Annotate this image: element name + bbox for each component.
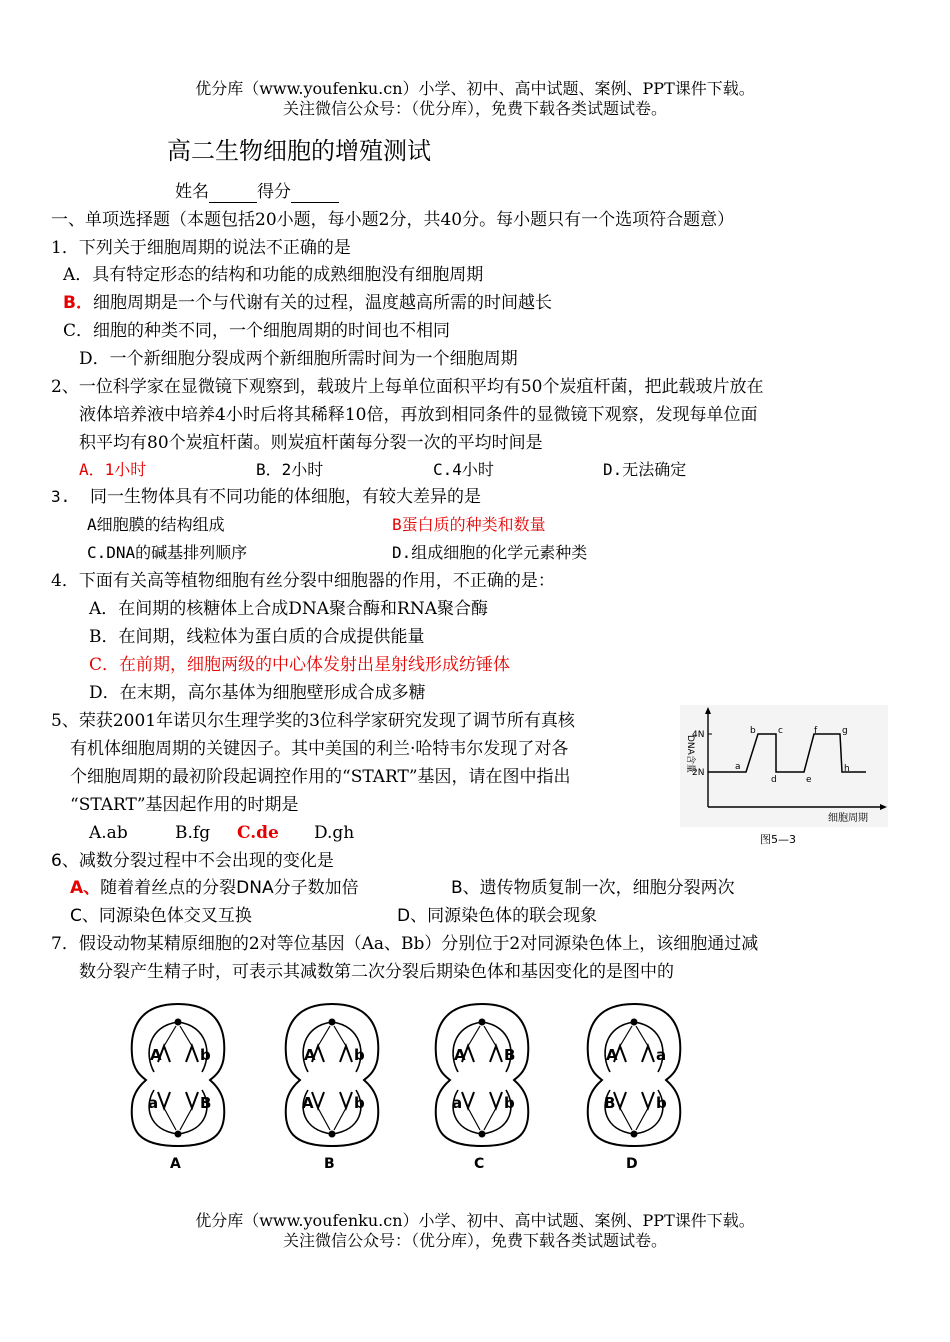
tick-label-4n: 4N (692, 730, 705, 740)
cell-diagram-b (282, 1000, 382, 1175)
cell-label: A (170, 1156, 181, 1172)
gene-label: a (148, 1094, 159, 1112)
cell-diagram-a (128, 1000, 228, 1175)
spindle-fibres (605, 1022, 663, 1134)
q3-number: 3. (51, 487, 71, 506)
score-blank (291, 184, 339, 203)
q2-option-d: D.无法确定 (603, 460, 687, 479)
header-line-1: 优分库（www.youfenku.cn）小学、初中、高中试题、案例、PPT课件下载。 (195, 79, 755, 98)
q2-line-3: 积平均有80个炭疽杆菌。则炭疽杆菌每分裂一次的平均时间是 (79, 433, 543, 453)
point-d: d (771, 775, 777, 785)
cell-label: C (474, 1156, 485, 1172)
page-title: 高二生物细胞的增殖测试 (167, 137, 431, 165)
kinetochore-fibres (468, 1026, 496, 1130)
q2-line-1: 2、一位科学家在显微镜下观察到，载玻片上每单位面积平均有50个炭疽杆菌，把此载玻片放在 (51, 377, 764, 397)
point-c: c (778, 726, 783, 736)
q7-line-1: 7．假设动物某精原细胞的2对等位基因（Aa、Bb）分别位于2对同源染色体上，该细胞通过减 (51, 934, 759, 954)
gene-label: B (200, 1094, 212, 1112)
q6-option-a-text: 随着着丝点的分裂DNA分子数加倍 (100, 878, 359, 898)
q3-option-a: A细胞膜的结构组成 (87, 515, 225, 534)
tick-label-2n: 2N (692, 768, 705, 778)
header-line-2: 关注微信公众号：（优分库），免费下载各类试题试卷。 (282, 99, 667, 118)
q4-option-c: C．在前期，细胞两级的中心体发射出星射线形成纺锤体 (89, 655, 511, 675)
name-score-line (175, 181, 339, 203)
gene-label: b (354, 1046, 365, 1064)
q3-stem: 同一生物体具有不同功能的体细胞，有较大差异的是 (90, 487, 481, 507)
q5-option-c: C.de (237, 823, 279, 843)
q6-stem: 6、减数分裂过程中不会出现的变化是 (51, 851, 334, 871)
gene-label: a (452, 1094, 463, 1112)
cell-label: D (626, 1156, 638, 1172)
q3-option-c: C.DNA的碱基排列顺序 (87, 543, 248, 562)
q1-stem: 1．下列关于细胞周期的说法不正确的是 (51, 238, 351, 258)
point-b: b (750, 726, 756, 736)
dna-content-graph (680, 705, 888, 855)
centrosome-bottom (175, 1131, 182, 1138)
q6-option-b: B、遗传物质复制一次，细胞分裂两次 (451, 878, 735, 898)
name-label: 姓名 (175, 182, 209, 202)
spindle-fibres (303, 1022, 361, 1134)
kinetochore-fibres (164, 1026, 192, 1130)
cell-diagram-d (584, 1000, 684, 1175)
centrosome-top (329, 1019, 336, 1026)
centrosome-bottom (631, 1131, 638, 1138)
q5-option-d: D.gh (314, 823, 355, 843)
point-a: a (735, 762, 741, 772)
centrosome-top (631, 1019, 638, 1026)
gene-label: b (504, 1094, 515, 1112)
q1-option-d: D．一个新细胞分裂成两个新细胞所需时间为一个细胞周期 (79, 349, 518, 369)
q5-option-b: B.fg (175, 823, 211, 843)
gene-label: A (302, 1094, 314, 1112)
point-h: h (844, 764, 850, 774)
chromosomes-upper (312, 1046, 352, 1062)
q4-option-d: D．在末期，高尔基体为细胞壁形成合成多糖 (89, 683, 426, 703)
chromosomes-upper (614, 1046, 654, 1062)
point-g: g (842, 726, 848, 736)
gene-label: A (304, 1046, 316, 1064)
score-label: 得分 (257, 182, 291, 202)
cell-label: B (324, 1156, 335, 1172)
q6-answer-letter: A、 (70, 878, 101, 898)
q2-line-2: 液体培养液中培养4小时后将其稀释10倍，再放到相同条件的显微镜下观察，发现每单位面 (79, 405, 758, 425)
q5-line-4: “START”基因起作用的时期是 (70, 795, 299, 815)
spindle-fibres (453, 1022, 511, 1134)
gene-label: B (504, 1046, 516, 1064)
q3-option-d: D.组成细胞的化学元素种类 (392, 543, 588, 562)
graph-x-label: 细胞周期 (828, 813, 868, 824)
gene-label: A (606, 1046, 618, 1064)
chromosomes-upper (462, 1046, 502, 1062)
footer-line-1: 优分库（www.youfenku.cn）小学、初中、高中试题、案例、PPT课件下载。 (195, 1211, 755, 1230)
point-e: e (806, 775, 812, 785)
chromosomes-lower (614, 1092, 654, 1108)
gene-label: a (656, 1046, 667, 1064)
point-f: f (814, 726, 818, 736)
q4-option-b: B．在间期，线粒体为蛋白质的合成提供能量 (89, 627, 425, 647)
q2-option-b: B．2小时 (256, 460, 324, 479)
q2-option-a: A．1小时 (79, 460, 147, 479)
centrosome-bottom (479, 1131, 486, 1138)
chromosomes-upper (158, 1046, 198, 1062)
chromosomes-lower (462, 1092, 502, 1108)
q1-option-c: C．细胞的种类不同，一个细胞周期的时间也不相同 (63, 321, 451, 341)
q5-line-3: 个细胞周期的最初阶段起调控作用的“START”基因，请在图中指出 (70, 767, 571, 787)
chromosomes-lower (312, 1092, 352, 1108)
gene-label: b (354, 1094, 365, 1112)
cell-diagram-c (432, 1000, 532, 1175)
q3-option-b: B蛋白质的种类和数量 (392, 515, 546, 534)
q4-stem: 4．下面有关高等植物细胞有丝分裂中细胞器的作用，不正确的是： (51, 571, 555, 591)
gene-label: b (200, 1046, 211, 1064)
kinetochore-fibres (620, 1026, 648, 1130)
q5-line-1: 5、荣获2001年诺贝尔生理学奖的3位科学家研究发现了调节所有真核 (51, 711, 575, 731)
q1-answer-letter: B． (63, 293, 93, 313)
q6-option-d: D、同源染色体的联会现象 (397, 906, 598, 926)
footer-line-2: 关注微信公众号：（优分库），免费下载各类试题试卷。 (282, 1231, 667, 1250)
q5-line-2: 有机体细胞周期的关键因子。其中美国的利兰·哈特韦尔发现了对各 (70, 739, 569, 759)
name-blank (209, 184, 257, 203)
q5-option-a: A.ab (89, 823, 128, 843)
section-heading: 一、单项选择题（本题包括20小题，每小题2分，共40分。每小题只有一个选项符合题意） (51, 210, 735, 230)
q1-option-b (63, 292, 552, 314)
q6-option-c: C、同源染色体交叉互换 (70, 906, 252, 926)
centrosome-bottom (329, 1131, 336, 1138)
centrosome-top (175, 1019, 182, 1026)
gene-label: B (604, 1094, 616, 1112)
q1-option-b-text: 细胞周期是一个与代谢有关的过程，温度越高所需的时间越长 (92, 293, 552, 313)
q2-option-c: C.4小时 (433, 460, 494, 479)
graph-y-label: DNA含量 (685, 735, 695, 773)
gene-label: A (150, 1046, 162, 1064)
gene-label: b (656, 1094, 667, 1112)
q1-option-a: A．具有特定形态的结构和功能的成熟细胞没有细胞周期 (63, 265, 484, 285)
centrosome-top (479, 1019, 486, 1026)
q7-line-2: 数分裂产生精子时，可表示其减数第二次分裂后期染色体和基因变化的是图中的 (79, 962, 674, 982)
figure-caption: 图5—3 (760, 833, 796, 846)
kinetochore-fibres (318, 1026, 346, 1130)
spindle-fibres (149, 1022, 207, 1134)
q4-option-a: A．在间期的核糖体上合成DNA聚合酶和RNA聚合酶 (89, 599, 489, 619)
q6-option-a (70, 877, 359, 899)
gene-label: A (454, 1046, 466, 1064)
graph-background (680, 705, 888, 827)
chromosomes-lower (158, 1092, 198, 1108)
